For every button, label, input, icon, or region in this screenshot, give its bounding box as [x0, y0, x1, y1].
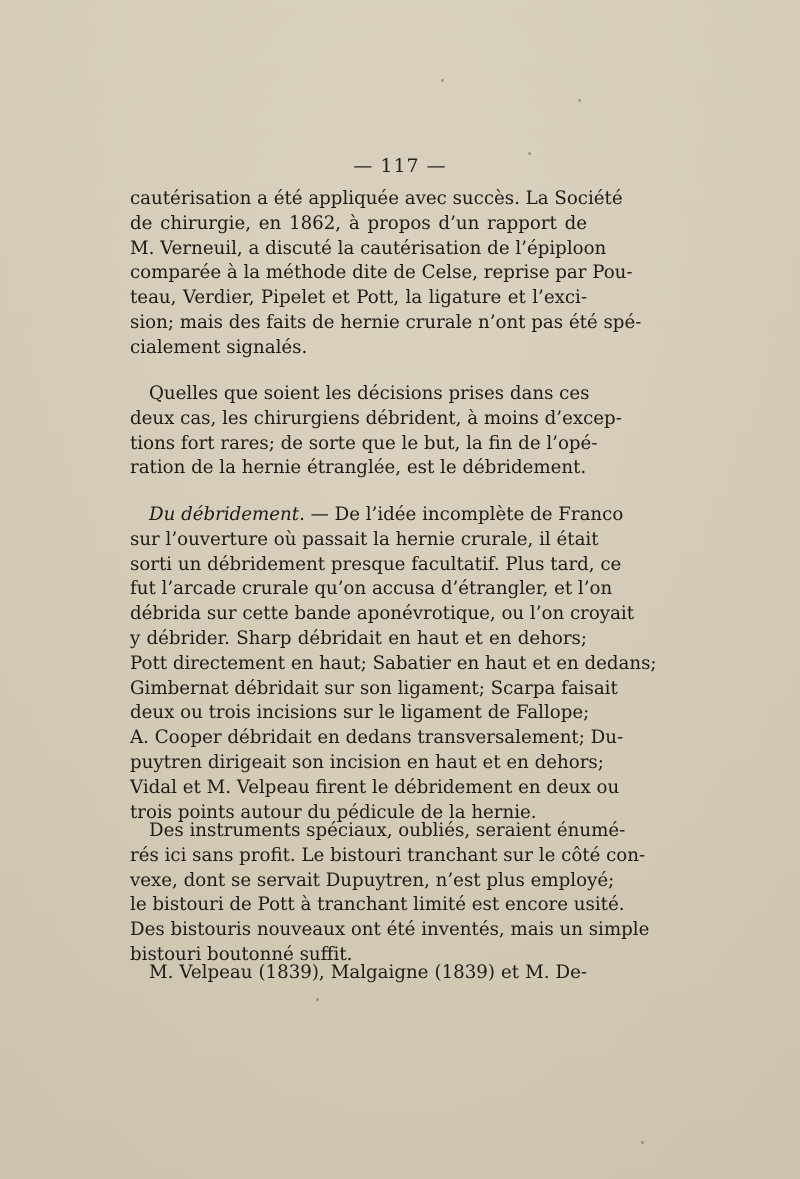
text-line: de chirurgie, en 1862, à propos d’un rapport de	[130, 212, 587, 234]
text-line: fut l’arcade crurale qu’on accusa d’étrangler, et l’on	[130, 578, 613, 600]
text-line: M. Velpeau (1839), Malgaigne (1839) et M. De-	[149, 962, 587, 983]
text-line: tions fort rares; de sorte que le but, la fin de l’opé-	[130, 432, 598, 454]
text-line: le bistouri de Pott à tranchant limité est encore usité.	[130, 894, 625, 916]
text-line: sion; mais des faits de hernie crurale n’ont pas été spé-	[130, 311, 642, 333]
paragraph-cauterisation	[130, 187, 642, 361]
text-line: cautérisation a été appliquée avec succès. La Société	[130, 188, 623, 209]
paragraph-velpeau	[130, 961, 587, 986]
text-line: A. Cooper débridait en dedans transversalement; Du-	[130, 727, 624, 749]
paragraph-debridement	[130, 503, 657, 825]
text-line	[130, 503, 624, 528]
text-line: y débrider. Sharp débridait en haut et en dehors;	[130, 627, 587, 649]
text-line: cialement signalés.	[130, 336, 308, 358]
text-line: Pott directement en haut; Sabatier en haut et en dedans;	[130, 652, 657, 674]
paragraph-decisions	[130, 382, 622, 481]
text-line: Des bistouris nouveaux ont été inventés, mais un simple	[130, 919, 650, 941]
paper-speck	[578, 99, 581, 102]
text-line: débrida sur cette bande aponévrotique, ou l’on croyait	[130, 603, 635, 625]
paragraph-instruments	[130, 819, 650, 968]
paper-speck	[316, 998, 319, 1001]
text-line: teau, Verdier, Pipelet et Pott, la ligature et l’exci-	[130, 287, 587, 309]
text-line: M. Verneuil, a discuté la cautérisation de l’épiploon	[130, 237, 607, 259]
text-line: bistouri boutonné suffit.	[130, 943, 353, 965]
page-number: — 117 —	[353, 155, 447, 177]
text-line: deux cas, les chirurgiens débrident, à moins d’excep-	[130, 407, 622, 429]
text-line: sur l’ouverture où passait la hernie crurale, il était	[130, 528, 599, 550]
paper-speck	[528, 152, 531, 155]
text-line: ration de la hernie étranglée, est le débridement.	[130, 457, 587, 479]
paper-speck	[641, 1141, 644, 1144]
text-line: sorti un débridement presque facultatif. Plus tard, ce	[130, 553, 622, 575]
text-line: trois points autour du pédicule de la hernie.	[130, 801, 537, 823]
text-line: puytren dirigeait son incision en haut et en dehors;	[130, 751, 604, 773]
text-line: vexe, dont se servait Dupuytren, n’est plus employé;	[130, 869, 615, 891]
text-line: deux ou trois incisions sur le ligament de Fallope;	[130, 702, 590, 724]
text-line: Quelles que soient les décisions prises dans ces	[149, 383, 590, 404]
text-line: Gimbernat débridait sur son ligament; Scarpa faisait	[130, 677, 618, 699]
text-line: rés ici sans profit. Le bistouri tranchant sur le côté con-	[130, 844, 646, 866]
section-heading-italic: Du débridement.	[149, 504, 305, 525]
text-line: Vidal et M. Velpeau firent le débridement en deux ou	[130, 776, 620, 798]
paper-speck	[441, 79, 444, 82]
text-line: comparée à la méthode dite de Celse, reprise par Pou-	[130, 262, 633, 284]
text-line-rest: — De l’idée incomplète de Franco	[304, 504, 624, 525]
text-line: Des instruments spéciaux, oubliés, seraient énumé-	[149, 820, 626, 841]
